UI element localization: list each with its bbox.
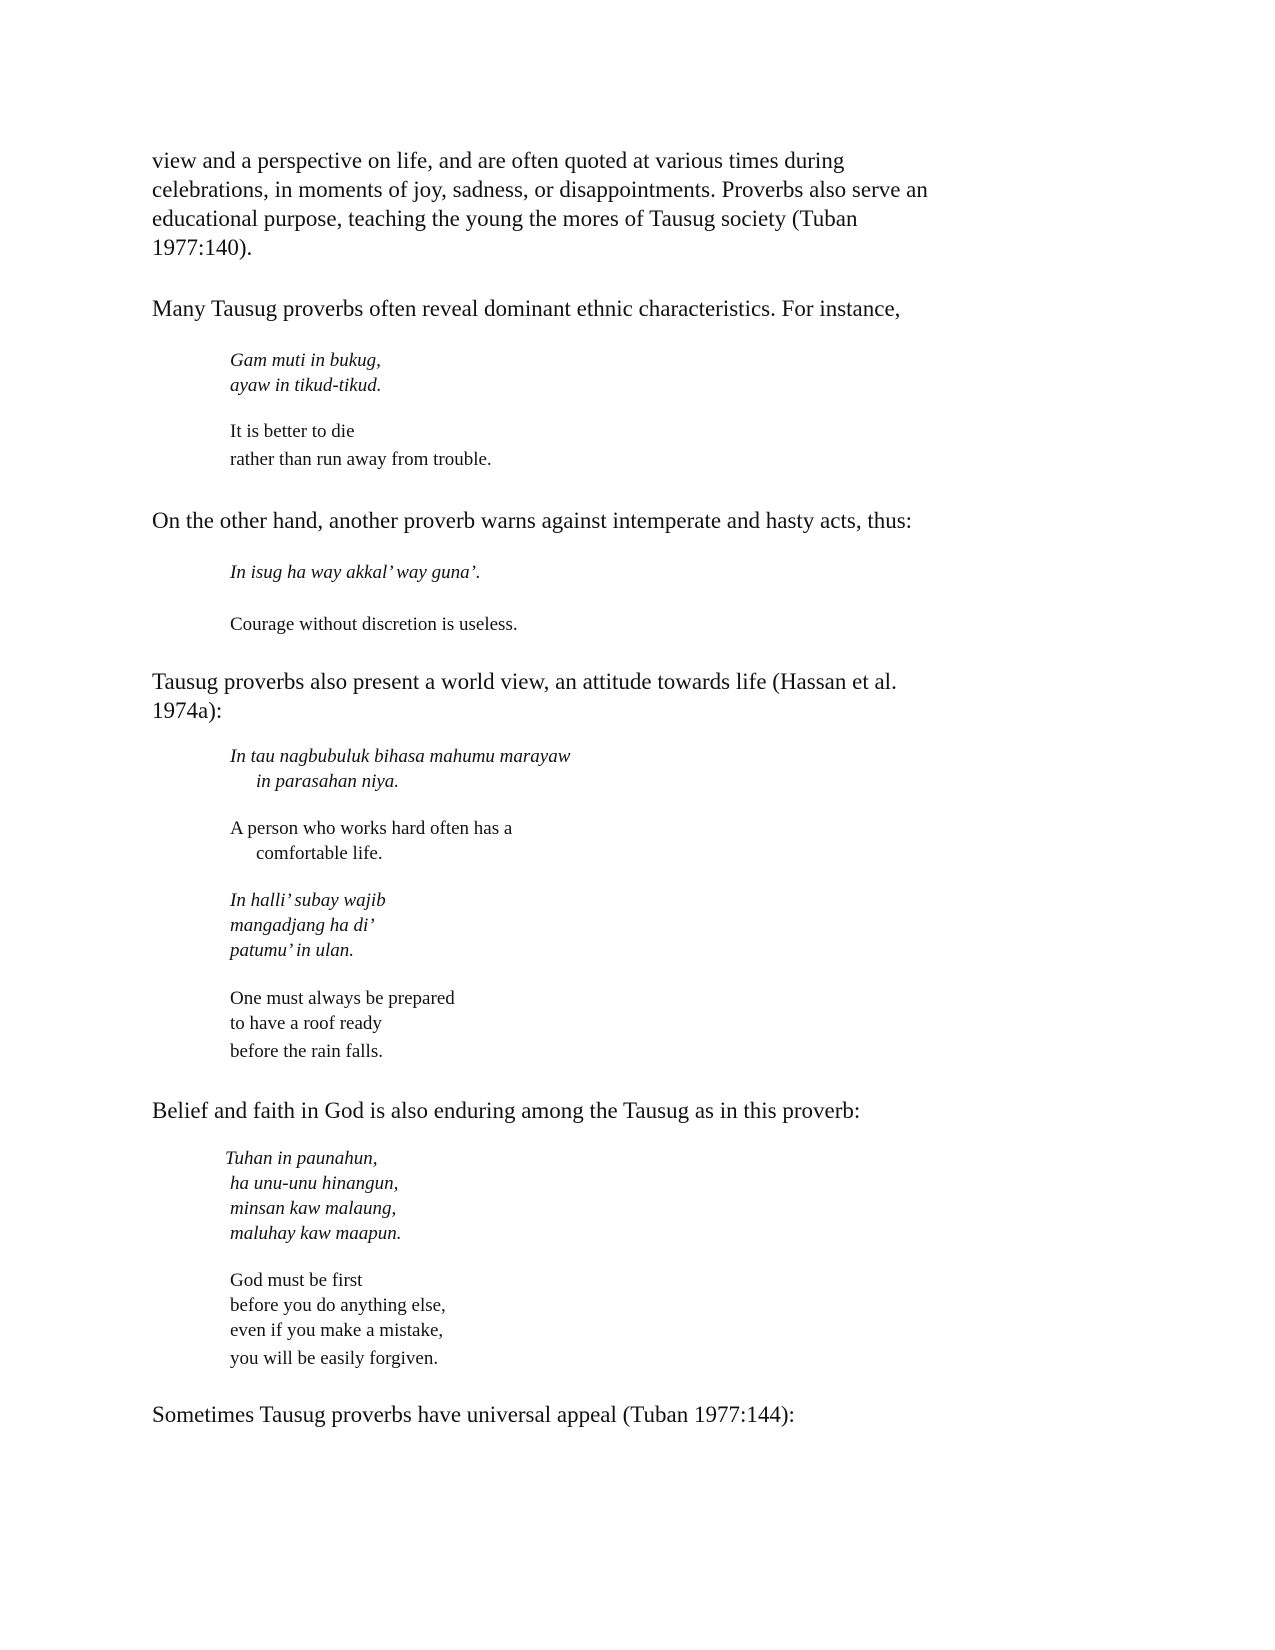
verse-line: ayaw in tikud-tikud. bbox=[230, 375, 382, 396]
text-line: educational purpose, teaching the young the mores of Tausug society (Tuban bbox=[152, 206, 858, 231]
proverb-3-english bbox=[230, 816, 790, 866]
paragraph-intro bbox=[152, 146, 1032, 262]
verse-line: to have a roof ready bbox=[230, 1013, 382, 1034]
verse-line: In halli’ subay wajib bbox=[230, 890, 386, 911]
verse-line: minsan kaw malaung, bbox=[230, 1198, 397, 1219]
paragraph-universal-appeal bbox=[152, 1400, 1032, 1429]
verse-line: you will be easily forgiven. bbox=[230, 1348, 439, 1369]
text-line: 1974a): bbox=[152, 698, 223, 723]
verse-line: In isug ha way akkal’ way guna’. bbox=[230, 562, 481, 583]
proverb-3-tausug bbox=[230, 744, 790, 794]
verse-line: maluhay kaw maapun. bbox=[230, 1223, 402, 1244]
verse-line: One must always be prepared bbox=[230, 988, 455, 1009]
proverb-2-tausug bbox=[230, 560, 790, 585]
text-line: view and a perspective on life, and are often quoted at various times during bbox=[152, 148, 845, 173]
verse-line: In tau nagbubuluk bihasa mahumu marayaw bbox=[230, 746, 571, 767]
verse-line: before you do anything else, bbox=[230, 1295, 446, 1316]
paragraph-faith-in-god bbox=[152, 1096, 1032, 1125]
verse-line: before the rain falls. bbox=[230, 1041, 383, 1062]
verse-line: rather than run away from trouble. bbox=[230, 449, 492, 470]
verse-line: ha unu-unu hinangun, bbox=[230, 1173, 399, 1194]
text-line: On the other hand, another proverb warns against intemperate and hasty acts, thus: bbox=[152, 508, 913, 533]
paragraph-hasty-acts bbox=[152, 506, 1032, 535]
text-line: Belief and faith in God is also enduring among the Tausug as in this proverb: bbox=[152, 1098, 861, 1123]
proverb-5-english bbox=[230, 1268, 790, 1371]
text-line: Many Tausug proverbs often reveal dominant ethnic characteristics. For instance, bbox=[152, 296, 901, 321]
verse-line: A person who works hard often has a bbox=[230, 818, 513, 839]
verse-line: Courage without discretion is useless. bbox=[230, 614, 518, 635]
text-line: 1977:140). bbox=[152, 235, 253, 260]
verse-line: It is better to die bbox=[230, 421, 355, 442]
verse-line: patumu’ in ulan. bbox=[230, 940, 355, 961]
proverb-1-tausug bbox=[230, 348, 790, 398]
verse-line: comfortable life. bbox=[256, 843, 383, 864]
proverb-5-tausug bbox=[225, 1146, 790, 1246]
verse-line: even if you make a mistake, bbox=[230, 1320, 444, 1341]
proverb-2-english bbox=[230, 612, 790, 637]
proverb-4-tausug bbox=[230, 888, 790, 963]
paragraph-world-view bbox=[152, 667, 1032, 725]
verse-line: Gam muti in bukug, bbox=[230, 350, 381, 371]
verse-line: in parasahan niya. bbox=[256, 771, 400, 792]
text-line: Sometimes Tausug proverbs have universal appeal (Tuban 1977:144): bbox=[152, 1402, 795, 1427]
paragraph-ethnic-characteristics bbox=[152, 294, 1032, 323]
text-line: celebrations, in moments of joy, sadness, or disappointments. Proverbs also serve an bbox=[152, 177, 928, 202]
proverb-1-english bbox=[230, 418, 790, 474]
proverb-4-english bbox=[230, 986, 790, 1064]
text-line: Tausug proverbs also present a world view, an attitude towards life (Hassan et al. bbox=[152, 669, 897, 694]
verse-line: Tuhan in paunahun, bbox=[225, 1148, 378, 1169]
verse-line: God must be first bbox=[230, 1270, 363, 1291]
verse-line: mangadjang ha di’ bbox=[230, 915, 375, 936]
